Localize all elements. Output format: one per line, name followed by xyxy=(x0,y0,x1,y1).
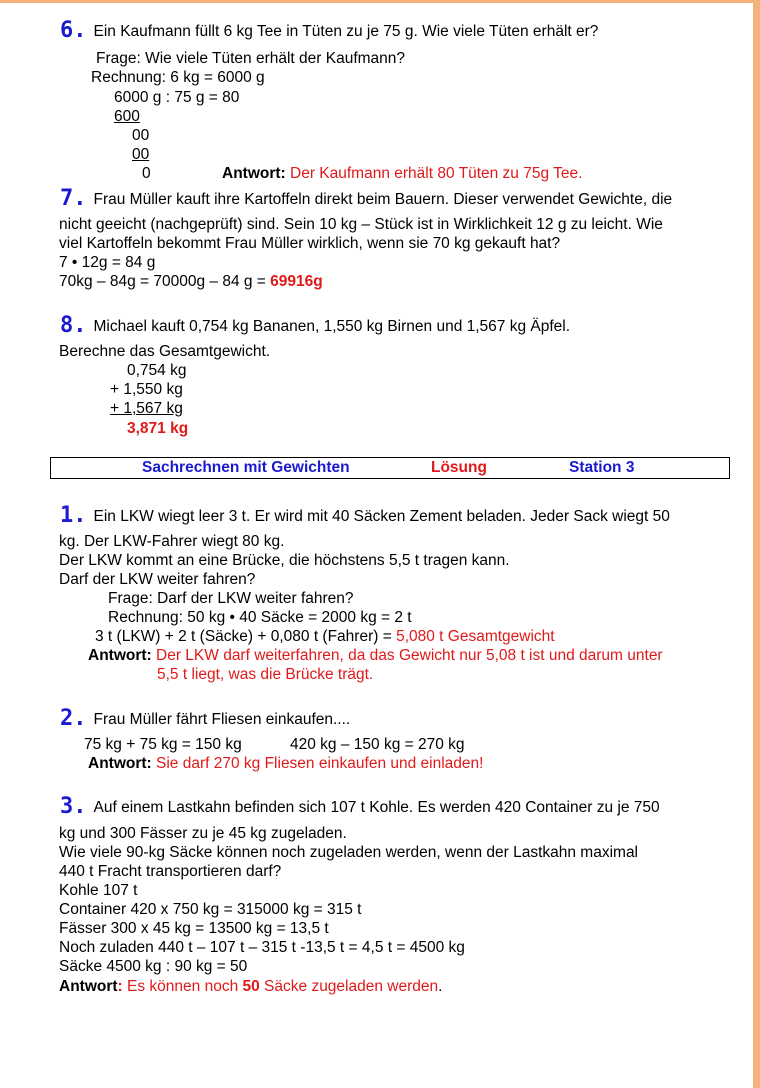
station-number: Station 3 xyxy=(569,459,635,476)
task-6-step-1: 600 xyxy=(114,108,140,125)
s1-question-line-1: 1. Ein LKW wiegt leer 3 t. Er wird mit 40 Säcken Zement beladen. Jeder Sack wiegt 50 xyxy=(60,503,670,528)
s2-calc-1: 75 kg + 75 kg = 150 kg xyxy=(84,736,242,753)
s1-number: 1. xyxy=(60,503,87,528)
page-right-border xyxy=(753,0,760,1088)
s2-question: 2. Frau Müller fährt Fliesen einkaufen.... xyxy=(60,706,351,731)
task-6-question: 6. Ein Kaufmann füllt 6 kg Tee in Tüten zu je 75 g. Wie viele Tüten erhält er? xyxy=(60,18,599,43)
task-7-question-line-2: nicht geeicht (nachgeprüft) sind. Sein 10 kg – Stück ist in Wirklichkeit 12 g zu leicht. Wie xyxy=(59,216,663,233)
station-title: Sachrechnen mit Gewichten xyxy=(142,459,350,476)
task-8-question-line-2: Berechne das Gesamtgewicht. xyxy=(59,343,271,360)
task-7-calc-1: 7 • 12g = 84 g xyxy=(59,254,156,271)
task-6-step-3: 00 xyxy=(132,146,150,163)
s2-answer: Antwort: Sie darf 270 kg Fliesen einkaufen und einladen! xyxy=(88,755,484,772)
task-6-rechnung: Rechnung: 6 kg = 6000 g xyxy=(91,69,265,86)
task-7-calc-2: 70kg – 84g = 70000g – 84 g = 69916g xyxy=(59,273,323,290)
task-8-addend-1: 0,754 kg xyxy=(127,362,187,379)
task-6-division: 6000 g : 75 g = 80 xyxy=(114,89,240,106)
s1-question-line-4: Darf der LKW weiter fahren? xyxy=(59,571,256,588)
s3-question-line-2: kg und 300 Fässer zu je 45 kg zugeladen. xyxy=(59,825,347,842)
s1-question-line-3: Der LKW kommt an eine Brücke, die höchstens 5,5 t tragen kann. xyxy=(59,552,510,569)
s1-frage: Frage: Darf der LKW weiter fahren? xyxy=(108,590,354,607)
s3-question-line-1: 3. Auf einem Lastkahn befinden sich 107 t Kohle. Es werden 420 Container zu je 750 xyxy=(60,794,660,819)
task-8-question-line-1: 8. Michael kauft 0,754 kg Bananen, 1,550 kg Birnen und 1,567 kg Äpfel. xyxy=(60,313,571,338)
s3-calc-5: Säcke 4500 kg : 90 kg = 50 xyxy=(59,958,248,975)
task-8-addend-3: + 1,567 kg xyxy=(110,400,183,417)
s1-answer-line-2: 5,5 t liegt, was die Brücke trägt. xyxy=(157,666,374,683)
task-7-number: 7. xyxy=(60,186,87,211)
task-7-question-line-3: viel Kartoffeln bekommt Frau Müller wirklich, wenn sie 70 kg gekauft hat? xyxy=(59,235,561,252)
s3-answer: Antwort: Es können noch 50 Säcke zugeladen werden. xyxy=(59,978,443,995)
task-6-answer: Antwort: Der Kaufmann erhält 80 Tüten zu 75g Tee. xyxy=(222,165,583,182)
s1-rechnung: Rechnung: 50 kg • 40 Säcke = 2000 kg = 2 t xyxy=(108,609,412,626)
s1-answer-line-1: Antwort: Der LKW darf weiterfahren, da das Gewicht nur 5,08 t ist und darum unter xyxy=(88,647,663,664)
s3-calc-4: Noch zuladen 440 t – 107 t – 315 t -13,5 t = 4,5 t = 4500 kg xyxy=(59,939,465,956)
page-top-border xyxy=(0,0,760,3)
s3-question-line-4: 440 t Fracht transportieren darf? xyxy=(59,863,282,880)
task-7-result: 69916g xyxy=(270,273,323,290)
task-8-number: 8. xyxy=(60,313,87,338)
s3-number: 3. xyxy=(60,794,87,819)
task-6-step-4: 0 xyxy=(142,165,151,182)
station-header-box xyxy=(50,457,730,479)
s3-calc-3: Fässer 300 x 45 kg = 13500 kg = 13,5 t xyxy=(59,920,329,937)
solution-label: Lösung xyxy=(431,459,487,476)
s3-calc-2: Container 420 x 750 kg = 315000 kg = 315 t xyxy=(59,901,362,918)
task-6-step-2: 00 xyxy=(132,127,150,144)
s1-total: 3 t (LKW) + 2 t (Säcke) + 0,080 t (Fahrer) = 5,080 t Gesamtgewicht xyxy=(95,628,555,645)
s1-question-line-2: kg. Der LKW-Fahrer wiegt 80 kg. xyxy=(59,533,285,550)
s2-number: 2. xyxy=(60,706,87,731)
task-7-question-line-1: 7. Frau Müller kauft ihre Kartoffeln direkt beim Bauern. Dieser verwendet Gewichte, die xyxy=(60,186,673,211)
task-6-number: 6. xyxy=(60,18,87,43)
task-6-frage: Frage: Wie viele Tüten erhält der Kaufmann? xyxy=(96,50,406,67)
s3-question-line-3: Wie viele 90-kg Säcke können noch zugeladen werden, wenn der Lastkahn maximal xyxy=(59,844,639,861)
task-8-addend-2: + 1,550 kg xyxy=(110,381,183,398)
s3-calc-1: Kohle 107 t xyxy=(59,882,138,899)
task-8-sum: 3,871 kg xyxy=(127,420,189,437)
s2-calc-2: 420 kg – 150 kg = 270 kg xyxy=(290,736,465,753)
